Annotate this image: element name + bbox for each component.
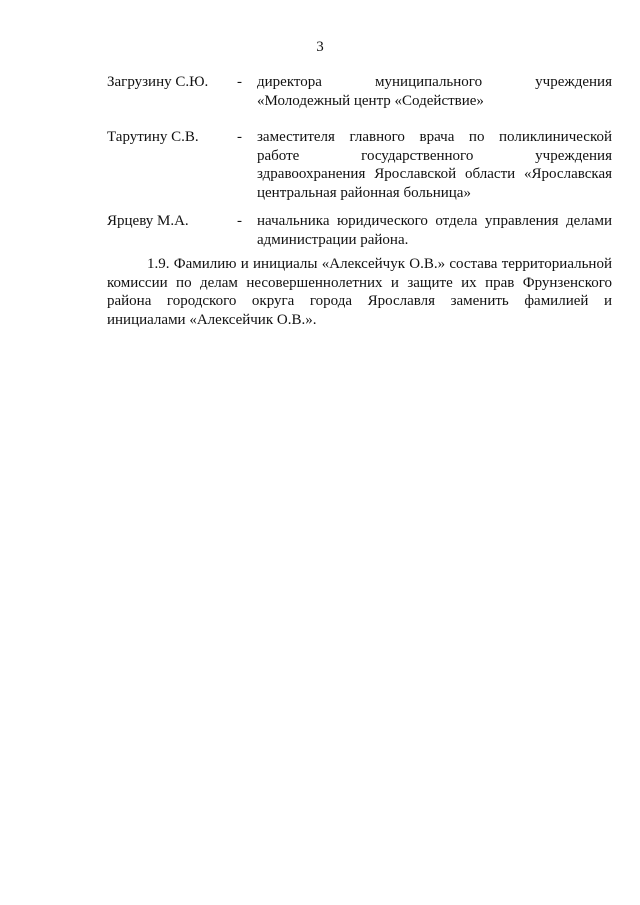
entry-dash: -: [237, 74, 242, 90]
paragraph-line: комиссии по делам несовершеннолетних и защите их прав Фрунзенского: [107, 274, 612, 291]
entry-name: Загрузину С.Ю.: [107, 74, 209, 90]
paragraph-line: 1.9. Фамилию и инициалы «Алексейчук О.В.» состава территориальной: [147, 256, 612, 272]
entry-role: [257, 128, 612, 202]
list-item: [107, 212, 612, 249]
body-paragraph: [107, 255, 612, 329]
role-line: центральная районная больница»: [257, 184, 471, 201]
paragraph-line: инициалами «Алексейчик О.В.».: [107, 311, 317, 328]
role-line: администрации района.: [257, 231, 409, 248]
role-line: начальника юридического отдела управления делами: [257, 213, 612, 229]
entry-name: Тарутину С.В.: [107, 129, 199, 145]
entry-role: [257, 212, 612, 249]
page-number: 3: [316, 39, 324, 55]
role-line: директора муниципального учреждения: [257, 74, 612, 90]
role-line: «Молодежный центр «Содействие»: [257, 92, 484, 109]
list-item: [107, 73, 612, 110]
paragraph-line: района городского округа города Ярославля заменить фамилией и: [107, 293, 612, 309]
entry-role: [257, 73, 612, 110]
entry-dash: -: [237, 213, 242, 229]
role-line: здравоохранения Ярославской области «Ярославская: [257, 166, 612, 182]
entry-name: Ярцеву М.А.: [107, 213, 189, 229]
role-line: заместителя главного врача по поликлинической: [257, 129, 612, 145]
list-item: [107, 128, 612, 202]
entry-dash: -: [237, 129, 242, 145]
role-line: работе государственного учреждения: [257, 147, 612, 164]
